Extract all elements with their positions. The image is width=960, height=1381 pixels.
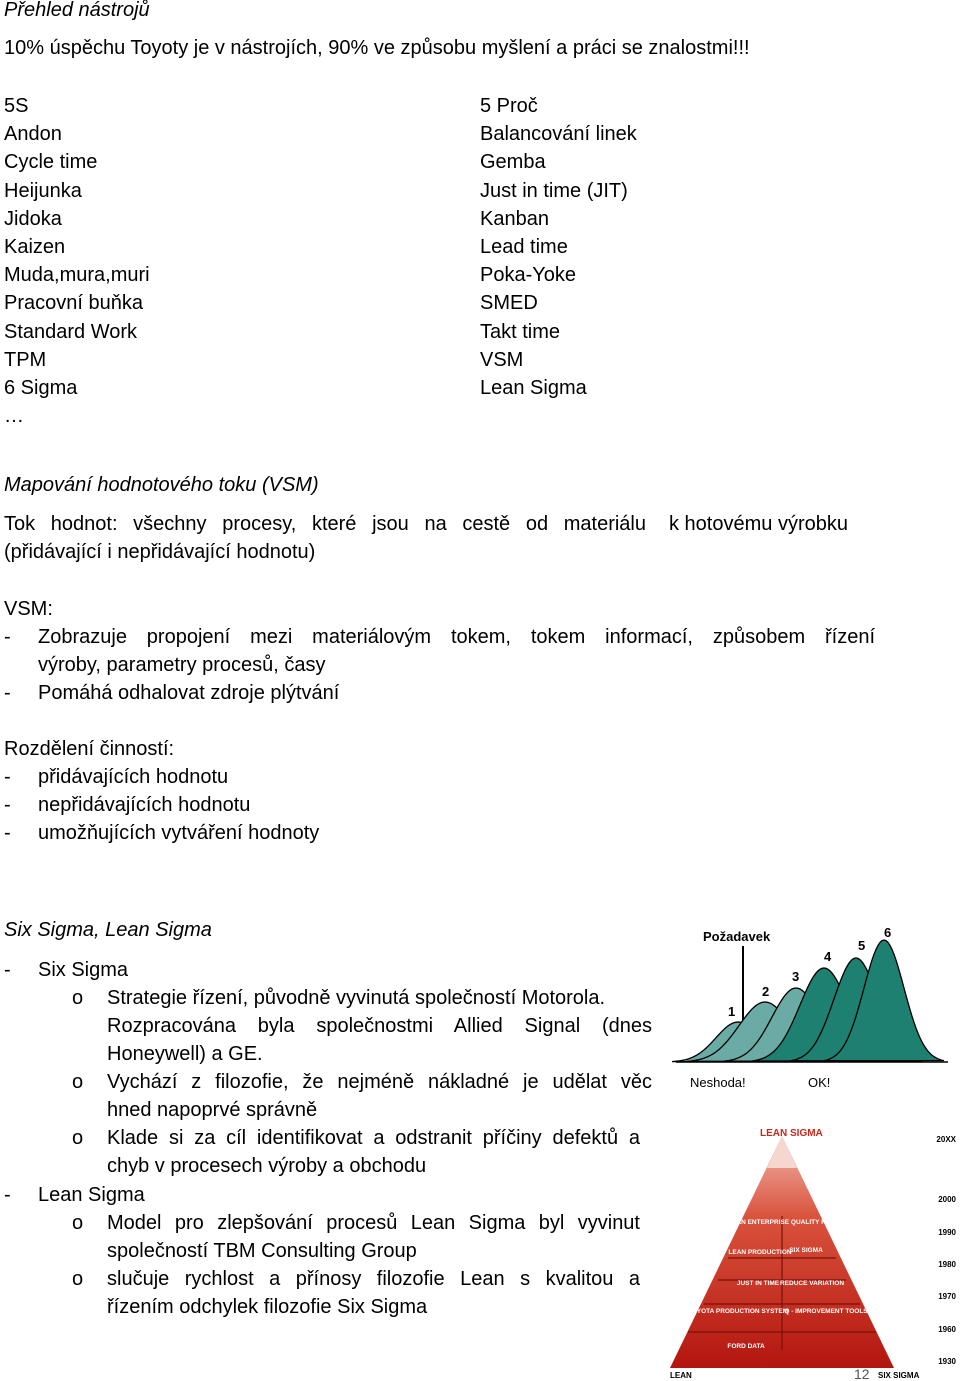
tool-item: 5 Proč — [480, 95, 538, 117]
list-dash: - — [4, 766, 11, 788]
tool-item: VSM — [480, 348, 524, 371]
tool-item: Takt time — [480, 320, 561, 343]
six-sigma-point-2-cont: hned napoprvé správně — [107, 1099, 318, 1121]
pyramid-level-label: TOYOTA PRODUCTION SYSTEM — [687, 1308, 789, 1315]
tool-item: Gemba — [480, 151, 546, 174]
tool-item: Kaizen — [4, 236, 66, 259]
tools-intro: 10% úspěchu Toyoty je v nástrojích, 90% ve způsobu myšlení a práci se znalostmi!!! — [4, 37, 750, 59]
level-label: 5 — [858, 938, 866, 953]
split-item: přidávajících hodnotu — [38, 766, 229, 788]
tool-item: Lead time — [480, 236, 568, 259]
split-item: umožňujících vytváření hodnoty — [38, 822, 320, 844]
vsm-label: VSM: — [4, 598, 53, 620]
vsm-heading: Mapování hodnotového toku (VSM) — [4, 474, 319, 496]
pyramid-apex — [767, 1136, 797, 1168]
tool-item: … — [4, 405, 24, 428]
tool-item: Standard Work — [4, 320, 138, 343]
tool-item: TPM — [4, 348, 47, 371]
level-label: 3 — [792, 969, 800, 984]
pyramid-base-left: LEAN — [670, 1371, 692, 1380]
page-number: 12 — [854, 1366, 870, 1381]
year-label: 1960 — [938, 1325, 956, 1334]
tool-item: Kanban — [480, 207, 549, 230]
pyramid-level-label: Q - IMPROVEMENT TOOLS — [784, 1308, 868, 1315]
split-item: nepřidávajících hodnotu — [38, 794, 251, 816]
tools-list-right — [480, 92, 637, 402]
list-dash: - — [4, 626, 11, 648]
six-sigma-point-3: Klade si za cíl identifikovat a odstranit příčiny defektů a — [107, 1127, 640, 1149]
split-label: Rozdělení činností: — [4, 738, 175, 760]
tool-item: Poka-Yoke — [480, 264, 576, 287]
vsm-item-2: Pomáhá odhalovat zdroje plýtvání — [38, 682, 340, 704]
list-dash: - — [4, 959, 11, 981]
vsm-definition-line2: (přidávající i nepřidávající hodnotu) — [4, 541, 316, 563]
six-sigma-point-3-cont: chyb v procesech výroby a obchodu — [107, 1155, 427, 1177]
tool-item: Andon — [4, 123, 62, 146]
list-dash: - — [4, 794, 11, 816]
six-sigma-point-1-cont: Rozpracována byla společnostmi Allied Signal (dnes — [107, 1015, 652, 1037]
list-dash: - — [4, 822, 11, 844]
year-label: 1930 — [938, 1357, 956, 1366]
requirement-label: Požadavek — [703, 929, 771, 944]
year-label: 2000 — [938, 1195, 956, 1204]
lean-sigma-point-1-cont: společností TBM Consulting Group — [107, 1240, 417, 1262]
pyramid-level-label: FORD DATA — [727, 1343, 765, 1350]
pyramid-title: LEAN SIGMA — [760, 1128, 823, 1139]
year-label: 1980 — [938, 1260, 956, 1269]
fail-label: Neshoda! — [690, 1075, 746, 1090]
lean-sigma-point-2: slučuje rychlost a přínosy filozofie Lean s kvalitou a — [107, 1268, 640, 1290]
lean-sigma-label: Lean Sigma — [38, 1184, 145, 1206]
tool-item: SMED — [480, 292, 538, 315]
lean-sigma-pyramid — [662, 1122, 960, 1381]
lean-sigma-point-1: Model pro zlepšování procesů Lean Sigma byl vyvinut — [107, 1212, 640, 1234]
vsm-definition-line1: Tok hodnot: všechny procesy, které jsou na cestě od materiálu — [4, 513, 646, 535]
level-label: 6 — [884, 925, 892, 940]
pyramid-level-label: LEAN PRODUCTION — [728, 1249, 792, 1256]
pyramid-level-label: JUST IN TIME — [736, 1280, 780, 1287]
tool-item: 5S — [4, 95, 29, 117]
pyramid-base-right: SIX SIGMA — [878, 1371, 920, 1380]
tool-item: Lean Sigma — [480, 377, 587, 400]
pyramid-level-label: REDUCE VARIATION — [779, 1280, 845, 1287]
six-sigma-point-1: Strategie řízení, původně vyvinutá společností Motorola. — [107, 987, 606, 1009]
bullet-o: o — [72, 1071, 84, 1093]
bullet-o: o — [72, 1268, 84, 1290]
lean-sigma-point-2-cont: řízením odchylek filozofie Six Sigma — [107, 1296, 428, 1318]
tool-item: Balancování linek — [480, 123, 637, 146]
tools-list-left — [4, 92, 150, 430]
six-sigma-figure — [672, 920, 952, 1098]
year-label: 20XX — [936, 1135, 956, 1144]
vsm-definition-line1-end: k hotovému výrobku — [669, 513, 848, 535]
level-label: 1 — [728, 1004, 736, 1019]
tools-heading: Přehled nástrojů — [4, 0, 150, 21]
list-dash: - — [4, 682, 11, 704]
bell-curves — [672, 940, 944, 1062]
tool-item: 6 Sigma — [4, 377, 78, 400]
year-label: 1990 — [938, 1228, 956, 1237]
tool-item: Muda,mura,muri — [4, 264, 150, 287]
six-sigma-label: Six Sigma — [38, 959, 129, 981]
tool-item: Just in time (JIT) — [480, 179, 628, 202]
tool-item: Heijunka — [4, 179, 82, 202]
list-dash: - — [4, 1184, 11, 1206]
level-label: 2 — [762, 984, 770, 999]
pyramid-level-label: LEAN ENTERPRISE QUALITY FOCUS — [728, 1219, 844, 1226]
pyramid-level-label: SIX SIGMA — [789, 1247, 823, 1254]
six-sigma-point-1-cont: Honeywell) a GE. — [107, 1043, 263, 1065]
vsm-item-1-cont: výroby, parametry procesů, časy — [38, 654, 326, 676]
tool-item: Cycle time — [4, 151, 98, 174]
level-label: 4 — [824, 949, 832, 964]
bullet-o: o — [72, 1212, 84, 1234]
vsm-item-1: Zobrazuje propojení mezi materiálovým tokem, tokem informací, způsobem řízení — [38, 626, 875, 648]
tool-item: Jidoka — [4, 207, 62, 230]
year-label: 1970 — [938, 1292, 956, 1301]
bullet-o: o — [72, 1127, 84, 1149]
bullet-o: o — [72, 987, 84, 1009]
six-sigma-point-2: Vychází z filozofie, že nejméně nákladné je udělat věc — [107, 1071, 652, 1093]
ok-label: OK! — [808, 1075, 831, 1090]
tool-item: Pracovní buňka — [4, 292, 143, 315]
sigma-heading: Six Sigma, Lean Sigma — [4, 919, 212, 941]
